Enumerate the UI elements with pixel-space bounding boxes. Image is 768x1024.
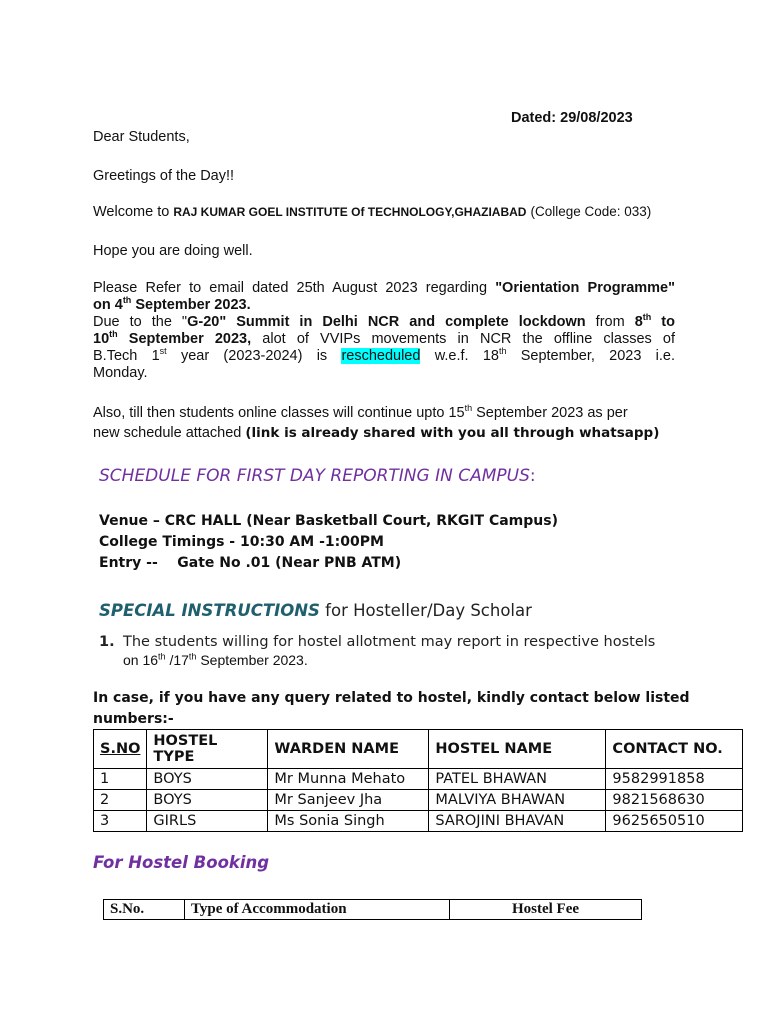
p2-wef: w.e.f. 18 [420,348,499,364]
booking-header-row [104,900,642,920]
schedule-heading-colon: : [529,466,536,486]
cell-contact: 9582991858 [606,769,743,790]
booking-col-sno: S.No. [104,900,185,920]
p2-10: 10 [93,331,110,347]
whatsapp-note: (link is already shared with you all through whatsapp) [245,425,660,441]
schedule-details [99,511,558,574]
entry-label: Entry -- [99,555,158,571]
cell-sno: 1 [94,769,147,790]
table-row [94,769,743,790]
query-line1: In case, if you have any query related to hostel, kindly contact below listed [93,690,690,706]
welcome-line [93,204,651,220]
dated-label: Dated: 29/08/2023 [511,110,633,126]
rescheduled-highlight: rescheduled [341,348,421,364]
p1-date-rest: September 2023. [131,297,251,313]
timings-line: College Timings - 10:30 AM -1:00PM [99,534,384,550]
p1-date: on 4 [93,297,123,313]
table-row [94,811,743,832]
p2-btech-sup: st [159,346,167,357]
greeting-line: Greetings of the Day!! [93,168,235,184]
p2-sept: September 2023, [117,331,252,347]
entry-value: Gate No .01 (Near PNB ATM) [177,555,402,571]
p3-line1 [93,405,628,421]
p3-line2 [93,425,659,441]
instr-line2-a: on 16 [123,652,159,668]
hope-line: Hope you are doing well. [93,243,253,259]
col-warden-name: WARDEN NAME [268,730,429,769]
p3-a: Also, till then students online classes will continue upto 15 [93,405,465,421]
table-row [94,790,743,811]
notice-paragraph [93,280,675,382]
p2-from: from [585,314,635,330]
p2-a: Due to the " [93,314,188,330]
cell-hostel: MALVIYA BHAWAN [429,790,606,811]
instruction-text: The students willing for hostel allotment may report in respective hostels [123,634,656,650]
p3-c: new schedule attached [93,425,246,441]
p2-10-sup: th [109,329,118,340]
schedule-heading-text: SCHEDULE FOR FIRST DAY REPORTING IN CAMPUS [99,466,530,486]
orientation-title: "Orientation Programme" [495,280,675,296]
instr-line2-b: /17 [165,652,189,668]
col-hostel-name: HOSTEL NAME [429,730,606,769]
cell-warden: Mr Munna Mehato [268,769,429,790]
institute-name: RAJ KUMAR GOEL INSTITUTE Of TECHNOLOGY,GHAZIABAD [173,205,527,219]
cell-type: BOYS [147,790,268,811]
table-header-row [94,730,743,769]
instr-line2-sup2: th [188,651,197,662]
p1-date-sup: th [122,295,132,306]
venue-line: Venue – CRC HALL (Near Basketball Court, RKGIT Campus) [99,513,558,529]
p2-year: year (2023-2024) is [166,348,342,364]
instruction-item-1 [99,634,655,650]
col-contact: CONTACT NO. [606,730,743,769]
college-code: (College Code: 033) [530,204,652,219]
col-sno: S.NO [94,730,147,769]
col-hostel-type: HOSTEL TYPE [147,730,268,769]
booking-heading: For Hostel Booking [93,853,270,872]
p2-monday: Monday. [93,365,148,381]
entry-line [99,553,558,574]
cell-sno: 3 [94,811,147,832]
booking-col-type: Type of Accommodation [185,900,450,920]
cell-type: GIRLS [147,811,268,832]
query-line2: numbers:- [93,711,174,727]
cell-hostel: PATEL BHAWAN [429,769,606,790]
p2-sept2: September, 2023 i.e. [506,348,676,364]
cell-type: BOYS [147,769,268,790]
hostel-query-note [93,688,690,730]
p3-a-sup: th [464,403,473,414]
p3-b: September 2023 as per [472,405,628,421]
p2-g20: G-20" Summit in Delhi NCR and complete lockdown [187,314,586,330]
booking-col-fee: Hostel Fee [450,900,642,920]
special-heading-text: SPECIAL INSTRUCTIONS [99,601,320,620]
special-heading [99,601,532,620]
instr-line2-sup1: th [158,651,166,662]
instruction-number: 1. [99,634,115,650]
cell-sno: 2 [94,790,147,811]
salutation: Dear Students, [93,129,190,145]
cell-contact: 9821568630 [606,790,743,811]
cell-contact: 9625650510 [606,811,743,832]
cell-hostel: SAROJINI BHAVAN [429,811,606,832]
instr-line2-c: September 2023. [196,652,308,668]
instruction-item-1-line2 [123,652,308,668]
cell-warden: Ms Sonia Singh [268,811,429,832]
booking-table [103,899,642,920]
hostel-contact-table [93,729,743,832]
p2-8-sup: th [642,312,652,323]
p2-to: to [651,314,675,330]
cell-warden: Mr Sanjeev Jha [268,790,429,811]
schedule-heading [99,466,536,486]
p1-text: Please Refer to email dated 25th August 2023 regarding [93,280,496,296]
p2-vvips: alot of VVIPs movements in NCR the offline classes of [251,331,675,347]
p2-btech: B.Tech 1 [93,348,160,364]
p2-8: 8 [634,314,643,330]
welcome-prefix: Welcome to [93,204,170,220]
p2-wef-sup: th [498,346,507,357]
special-heading-suffix: for Hosteller/Day Scholar [319,601,532,620]
